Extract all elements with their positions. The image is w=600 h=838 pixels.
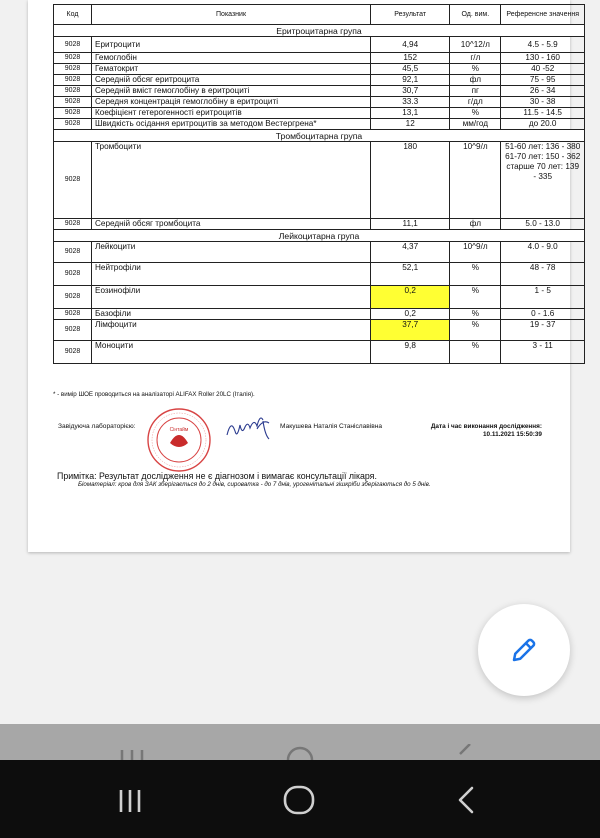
android-navigation-bar: [0, 760, 600, 838]
cell-unit: мм/год: [450, 119, 501, 130]
cell-code: 9028: [54, 64, 92, 75]
cell-name: Коефіцієнт гетерогенності еритроцитів: [92, 108, 371, 119]
cell-code: 9028: [54, 108, 92, 119]
cell-code: 9028: [54, 86, 92, 97]
table-header-row: [54, 5, 585, 25]
cell-unit: %: [450, 64, 501, 75]
cell-reference: 11.5 - 14.5: [501, 108, 585, 119]
cell-name: Нейтрофіли: [92, 263, 371, 286]
lab-stamp-icon: [146, 407, 212, 473]
cell-reference: 40 -52: [501, 64, 585, 75]
home-icon[interactable]: [277, 780, 321, 820]
table-row: [54, 75, 585, 86]
cell-code: 9028: [54, 341, 92, 364]
cell-code: 9028: [54, 119, 92, 130]
cell-reference: 48 - 78: [501, 263, 585, 286]
cell-name: Середній вміст гемоглобіну в еритроциті: [92, 86, 371, 97]
recents-icon[interactable]: [108, 780, 152, 820]
cell-result: 30,7: [371, 86, 450, 97]
group-title: Тромбоцитарна група: [54, 130, 585, 142]
cell-unit: фл: [450, 75, 501, 86]
group-title: Еритроцитарна група: [54, 25, 585, 37]
header-code: Код: [54, 5, 92, 25]
ghost-nav-shadow: [0, 724, 600, 760]
cell-unit: г/л: [450, 53, 501, 64]
table-row: [54, 242, 585, 263]
cell-name: Еозинофіли: [92, 286, 371, 309]
table-row: [54, 37, 585, 53]
cell-reference: 26 - 34: [501, 86, 585, 97]
cell-unit: пг: [450, 86, 501, 97]
table-row: [54, 142, 585, 219]
cell-result: 4,37: [371, 242, 450, 263]
cell-reference: 75 - 95: [501, 75, 585, 86]
cell-reference: 3 - 11: [501, 341, 585, 364]
results-table: [53, 4, 585, 364]
cell-code: 9028: [54, 286, 92, 309]
cell-name: Тромбоцити: [92, 142, 371, 219]
cell-reference: 130 - 160: [501, 53, 585, 64]
edit-button[interactable]: [478, 604, 570, 696]
cell-reference: 19 - 37: [501, 320, 585, 341]
table-row: [54, 263, 585, 286]
cell-code: 9028: [54, 75, 92, 86]
cell-unit: %: [450, 341, 501, 364]
stamp-text: Сінтайм: [169, 427, 189, 433]
cell-result: 12: [371, 119, 450, 130]
cell-unit: 10^9/л: [450, 242, 501, 263]
cell-unit: %: [450, 309, 501, 320]
cell-code: 9028: [54, 37, 92, 53]
cell-result: 4,94: [371, 37, 450, 53]
signer-name: Макушева Наталія Станіславівна: [280, 423, 383, 430]
table-row: [54, 53, 585, 64]
cell-code: 9028: [54, 142, 92, 219]
cell-name: Базофіли: [92, 309, 371, 320]
cell-reference: 4.0 - 9.0: [501, 242, 585, 263]
cell-result: 13,1: [371, 108, 450, 119]
cell-unit: %: [450, 286, 501, 309]
cell-code: 9028: [54, 309, 92, 320]
cell-result: 9,8: [371, 341, 450, 364]
cell-result: 92,1: [371, 75, 450, 86]
handwritten-signature-icon: [223, 413, 281, 447]
cell-name: Середній обсяг тромбоцита: [92, 219, 371, 230]
cell-unit: %: [450, 108, 501, 119]
cell-reference: 5.0 - 13.0: [501, 219, 585, 230]
execution-datetime: [426, 423, 542, 439]
datetime-label: Дата і час виконання дослідження:: [430, 423, 542, 430]
header-unit: Од. вим.: [450, 5, 501, 25]
cell-name: Гематокрит: [92, 64, 371, 75]
cell-result: 180: [371, 142, 450, 219]
cell-result: 33.3: [371, 97, 450, 108]
cell-result: 52,1: [371, 263, 450, 286]
cell-result-highlighted: 37,7: [371, 320, 450, 341]
cell-name: Швидкість осідання еритроцитів за методом Вестергрена*: [92, 119, 371, 130]
cell-code: 9028: [54, 219, 92, 230]
cell-code: 9028: [54, 263, 92, 286]
cell-name: Моноцити: [92, 341, 371, 364]
table-row: [54, 86, 585, 97]
disclaimer-note: Примітка: Результат дослідження не є діагнозом і вимагає консультації лікаря.: [57, 471, 377, 481]
signature-block: [58, 421, 558, 461]
cell-name: Гемоглобін: [92, 53, 371, 64]
cell-code: 9028: [54, 97, 92, 108]
datetime-value: 10.11.2021 15:50:39: [483, 431, 542, 438]
cell-result: 45,5: [371, 64, 450, 75]
cell-name: Лейкоцити: [92, 242, 371, 263]
pencil-icon: [509, 635, 539, 665]
home-icon: [285, 746, 315, 760]
table-row: [54, 286, 585, 309]
back-icon: [456, 744, 472, 760]
table-row: [54, 64, 585, 75]
cell-reference: 1 - 5: [501, 286, 585, 309]
cell-name: Еритроцити: [92, 37, 371, 53]
cell-reference: 30 - 38: [501, 97, 585, 108]
table-row: [54, 320, 585, 341]
cell-result: 11,1: [371, 219, 450, 230]
cell-reference: 0 - 1.6: [501, 309, 585, 320]
cell-result: 152: [371, 53, 450, 64]
signature-label: Завідуюча лабораторією:: [58, 423, 136, 430]
cell-unit: %: [450, 263, 501, 286]
lab-report-page: [28, 0, 581, 552]
header-result: Результат: [371, 5, 450, 25]
cell-unit: г/дл: [450, 97, 501, 108]
back-icon[interactable]: [444, 780, 488, 820]
table-row: [54, 108, 585, 119]
cell-result-highlighted: 0,2: [371, 286, 450, 309]
group-title: Лейкоцитарна група: [54, 230, 585, 242]
cell-name: Лімфоцити: [92, 320, 371, 341]
biomaterial-note: Біоматеріал: кров для ЗАК зберігається до 2 днів, сироватка - до 7 днів, урогенітальні зішкріби зберігаються до 5 днів.: [78, 481, 431, 488]
table-row: [54, 219, 585, 230]
table-row: [54, 341, 585, 364]
cell-name: Середній обсяг еритроцита: [92, 75, 371, 86]
header-name: Показник: [92, 5, 371, 25]
header-reference: Референсне значення: [501, 5, 585, 25]
cell-unit: 10^12/л: [450, 37, 501, 53]
cell-unit: 10^9/л: [450, 142, 501, 219]
cell-name: Середня концентрація гемоглобіну в еритроциті: [92, 97, 371, 108]
cell-code: 9028: [54, 242, 92, 263]
table-row: [54, 309, 585, 320]
cell-reference: 4.5 - 5.9: [501, 37, 585, 53]
table-row: [54, 119, 585, 130]
cell-reference: 51-60 лет: 136 - 380 61-70 лет: 150 - 362 старше 70 лет: 139 - 335: [501, 142, 585, 219]
cell-unit: %: [450, 320, 501, 341]
cell-result: 0,2: [371, 309, 450, 320]
table-row: [54, 97, 585, 108]
cell-code: 9028: [54, 53, 92, 64]
cell-reference: до 20.0: [501, 119, 585, 130]
cell-unit: фл: [450, 219, 501, 230]
footnote: * - вимір ШОЕ проводиться на аналізаторі ALIFAX Roller 20LC (Італія).: [53, 391, 255, 398]
cell-code: 9028: [54, 320, 92, 341]
